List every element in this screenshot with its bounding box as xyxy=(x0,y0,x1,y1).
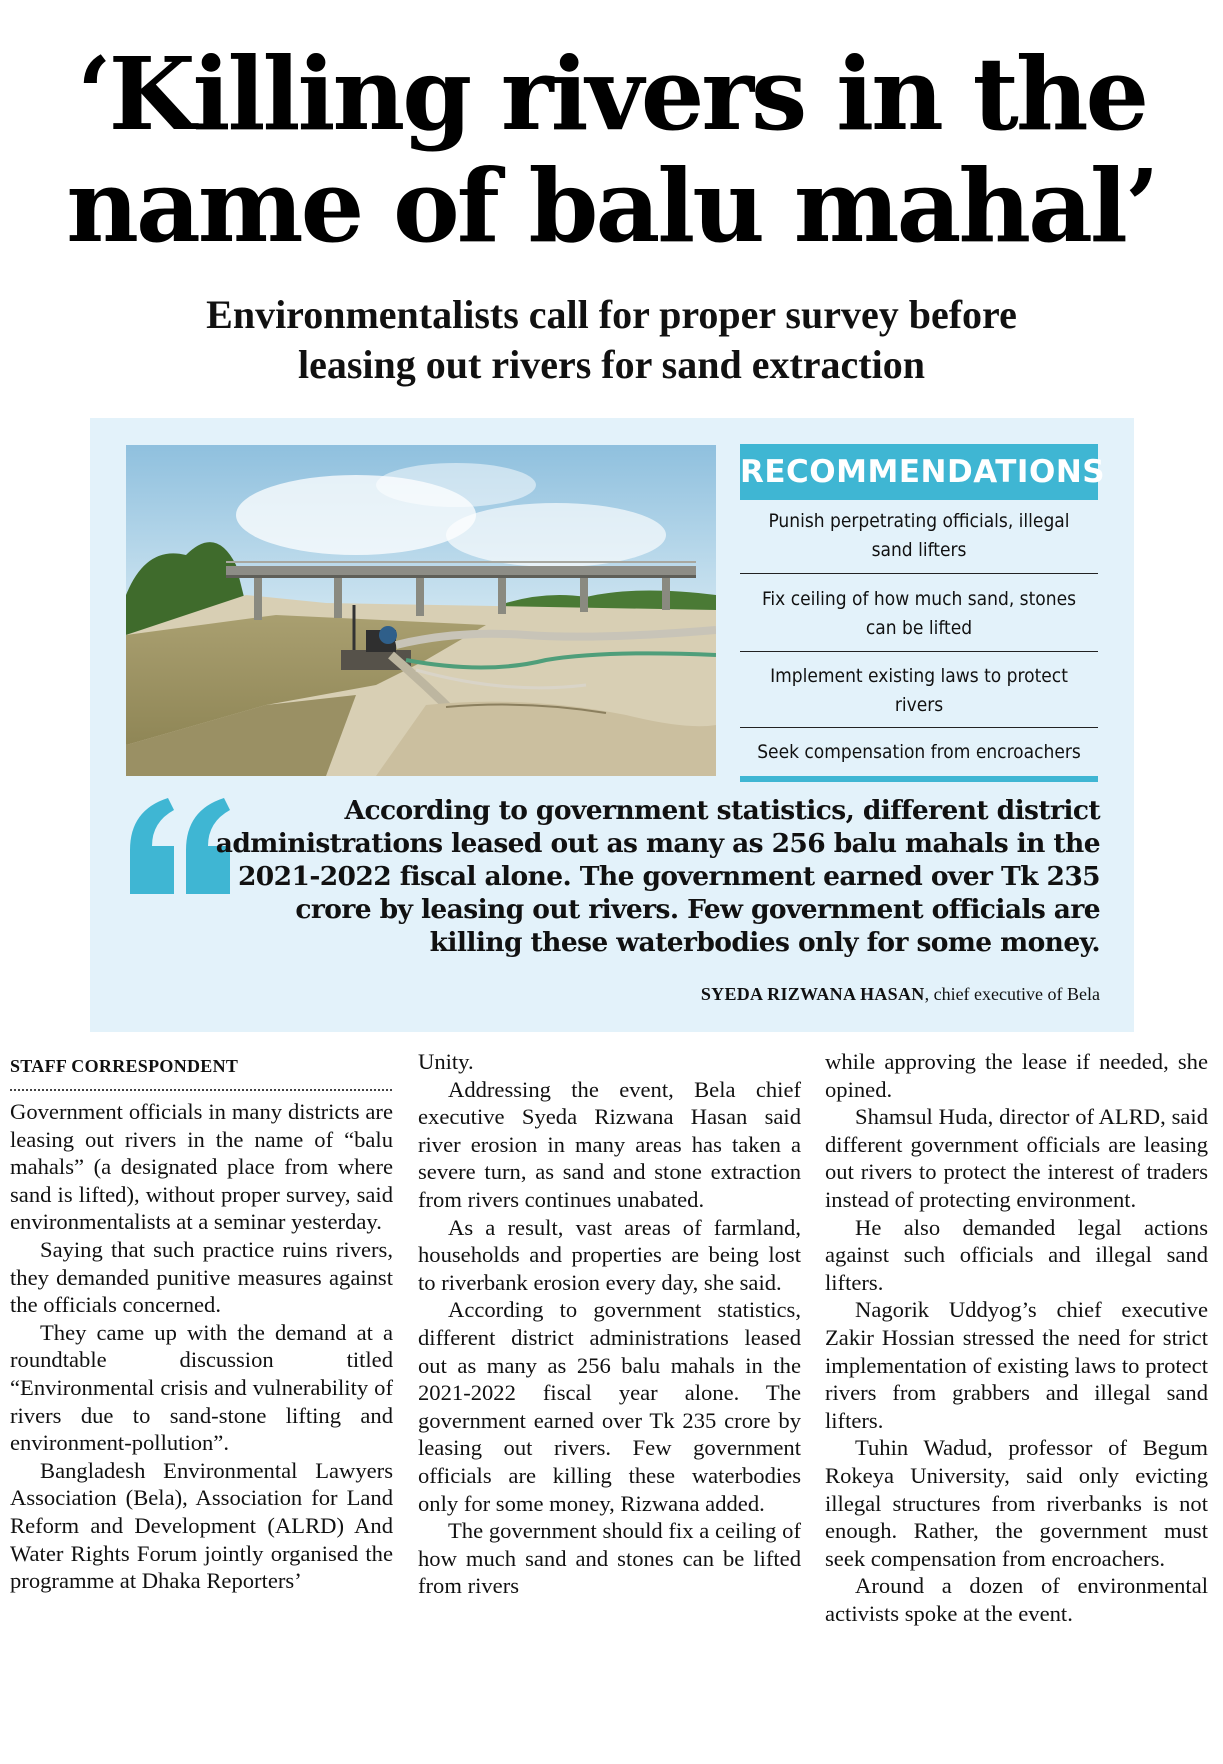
article-paragraph: According to government statistics, different district administrations leased out as many as 256 balu mahals in the 2021-2022 fiscal year alone. The government earned over Tk 235 crore by leasing out rivers. Few government officials are killing these waterbodies only for some money, Rizwana added. xyxy=(418,1297,801,1516)
feature-panel xyxy=(90,418,1134,1032)
recommendations-list xyxy=(740,500,1098,782)
recommendation-item: Implement existing laws to protect rivers xyxy=(740,652,1098,728)
article-paragraph: As a result, vast areas of farmland, households and properties are being lost to riverbank erosion every day, she said. xyxy=(418,1214,801,1295)
headline-line-1: ‘Killing rivers in the xyxy=(76,35,1147,153)
article-paragraph: Around a dozen of environmental activists spoke at the event. xyxy=(825,1573,1208,1626)
article-paragraph: Tuhin Wadud, professor of Begum Rokeya University, said only evicting illegal structures from riverbanks is not enough. Rather, the government must seek compensation from encroachers. xyxy=(825,1435,1208,1571)
article-paragraph: Bangladesh Environmental Lawyers Association (Bela), Association for Land Reform and Development (ALRD) And Water Rights Forum jointly organised the programme at Dhaka Reporters’ xyxy=(10,1457,393,1594)
article-paragraph: The government should fix a ceiling of how much sand and stones can be lifted from rivers xyxy=(418,1518,801,1599)
article-paragraph: Nagorik Uddyog’s chief executive Zakir Hossian stressed the need for strict implementation of existing laws to protect rivers from grabbers and illegal sand lifters. xyxy=(825,1297,1208,1433)
subheadline-line-2: leasing out rivers for sand extraction xyxy=(298,342,925,387)
subheadline-line-1: Environmentalists call for proper survey before xyxy=(206,292,1017,337)
headline-line-2: name of balu mahal’ xyxy=(66,147,1157,265)
article-paragraph: while approving the lease if needed, she opined. xyxy=(825,1049,1208,1102)
article-paragraph: He also demanded legal actions against such officials and illegal sand lifters. xyxy=(825,1214,1208,1295)
attribution-name: SYEDA RIZWANA HASAN xyxy=(700,984,925,1004)
article-paragraph: They came up with the demand at a roundtable discussion titled “Environmental crisis and vulnerability of rivers due to sand-stone lifting and environment-pollution”. xyxy=(10,1319,393,1456)
article-column-2 xyxy=(418,1048,801,1600)
recommendation-item: Seek compensation from encroachers xyxy=(740,728,1098,782)
article-column-1 xyxy=(10,1098,393,1595)
river-bridge-photo xyxy=(126,445,716,776)
pull-quote-attribution xyxy=(390,984,1100,1005)
headline xyxy=(0,35,1223,265)
recommendation-item: Punish perpetrating officials, illegal sand lifters xyxy=(740,500,1098,574)
byline: STAFF CORRESPONDENT xyxy=(10,1056,392,1091)
attribution-role: , chief executive of Bela xyxy=(924,984,1100,1004)
subheadline xyxy=(0,290,1223,390)
article-paragraph: Unity. xyxy=(418,1049,474,1074)
recommendations-box xyxy=(740,444,1106,778)
recommendations-title: RECOMMENDATIONS xyxy=(740,444,1098,500)
recommendation-item: Fix ceiling of how much sand, stones can be lifted xyxy=(740,574,1098,652)
river-bridge-photo-illustration xyxy=(126,445,716,776)
article-paragraph: Government officials in many districts are leasing out rivers in the name of “balu mahals” (a designated place from where sand is lifted), without proper survey, said environmentalists at a seminar yesterday. xyxy=(10,1099,393,1235)
article-paragraph: Addressing the event, Bela chief executive Syeda Rizwana Hasan said river erosion in many areas has taken a severe turn, as sand and stone extraction from rivers continues unabated. xyxy=(418,1076,801,1212)
article-paragraph: Shamsul Huda, director of ALRD, said different government officials are leasing out rivers to protect the interest of traders instead of protecting environment. xyxy=(825,1104,1208,1212)
article-paragraph: Saying that such practice ruins rivers, they demanded punitive measures against the officials concerned. xyxy=(10,1236,393,1318)
pull-quote-text: According to government statistics, different district administrations leased out as many as 256 balu mahals in the 2021-2022 fiscal alone. The government earned over Tk 235 crore by leasing out rivers. Few government officials are killing these waterbodies only for some money. xyxy=(215,795,1100,958)
article-column-3 xyxy=(825,1048,1208,1627)
